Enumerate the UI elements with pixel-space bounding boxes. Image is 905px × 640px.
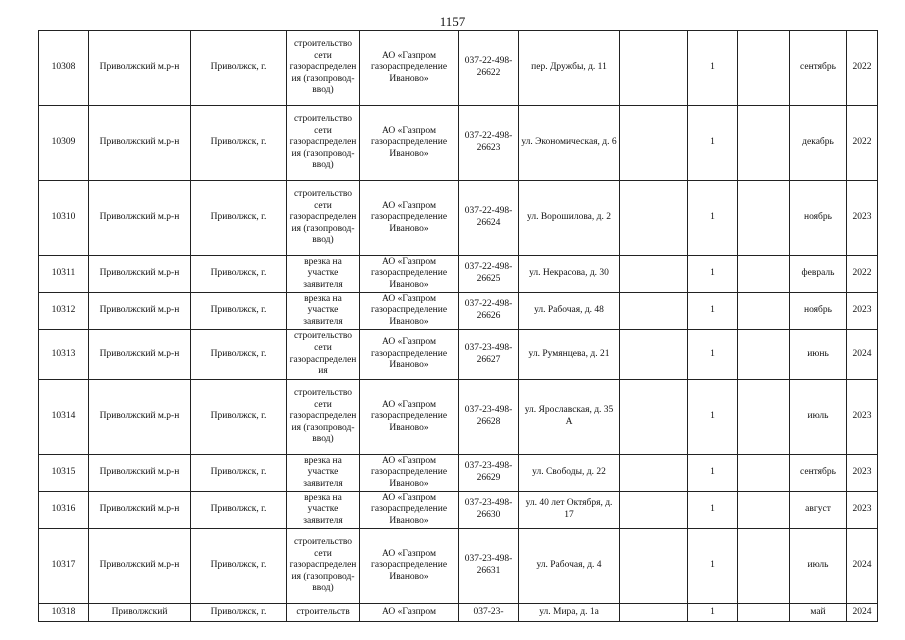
code-cell: 037-22-498-26624 <box>459 181 519 256</box>
address-cell: ул. 40 лет Октября, д. 17 <box>519 492 620 529</box>
count-cell: 1 <box>688 529 738 604</box>
locality-cell: Приволжск, г. <box>191 380 287 455</box>
empty-cell <box>738 455 790 492</box>
count-cell: 1 <box>688 31 738 106</box>
organization-cell: АО «Газпром газораспределение Иваново» <box>360 31 459 106</box>
year-cell: 2022 <box>847 31 878 106</box>
code-cell: 037-22-498-26623 <box>459 106 519 181</box>
district-cell: Приволжский м.р-н <box>89 330 191 380</box>
empty-cell <box>738 106 790 181</box>
table-row <box>39 330 878 380</box>
district-cell: Приволжский м.р-н <box>89 256 191 293</box>
table-row <box>39 106 878 181</box>
district-cell: Приволжский м.р-н <box>89 31 191 106</box>
address-cell: ул. Свободы, д. 22 <box>519 455 620 492</box>
row-id: 10311 <box>39 256 89 293</box>
month-cell: июнь <box>790 330 847 380</box>
count-cell: 1 <box>688 492 738 529</box>
count-cell: 1 <box>688 293 738 330</box>
month-cell: июль <box>790 380 847 455</box>
address-cell: ул. Некрасова, д. 30 <box>519 256 620 293</box>
empty-cell <box>738 604 790 622</box>
organization-cell: АО «Газпром газораспределение Иваново» <box>360 529 459 604</box>
row-id: 10316 <box>39 492 89 529</box>
empty-cell <box>620 256 688 293</box>
code-cell: 037-22-498-26625 <box>459 256 519 293</box>
locality-cell: Приволжск, г. <box>191 330 287 380</box>
row-id: 10313 <box>39 330 89 380</box>
empty-cell <box>620 604 688 622</box>
row-id: 10312 <box>39 293 89 330</box>
organization-cell: АО «Газпром газораспределение Иваново» <box>360 106 459 181</box>
organization-cell: АО «Газпром газораспределение Иваново» <box>360 380 459 455</box>
row-id: 10314 <box>39 380 89 455</box>
month-cell: сентябрь <box>790 455 847 492</box>
count-cell: 1 <box>688 256 738 293</box>
code-cell: 037-23-498-26629 <box>459 455 519 492</box>
address-cell: ул. Румянцева, д. 21 <box>519 330 620 380</box>
year-cell: 2024 <box>847 529 878 604</box>
table-row <box>39 604 878 622</box>
year-cell: 2024 <box>847 330 878 380</box>
work-type-cell: строительство сети газораспределения (газопровод-ввод) <box>287 31 360 106</box>
month-cell: сентябрь <box>790 31 847 106</box>
code-cell: 037-23-498-26627 <box>459 330 519 380</box>
organization-cell: АО «Газпром <box>360 604 459 622</box>
empty-cell <box>620 293 688 330</box>
address-cell: ул. Рабочая, д. 48 <box>519 293 620 330</box>
month-cell: ноябрь <box>790 293 847 330</box>
count-cell: 1 <box>688 106 738 181</box>
month-cell: август <box>790 492 847 529</box>
work-type-cell: строительство сети газораспределения (газопровод-ввод) <box>287 181 360 256</box>
count-cell: 1 <box>688 330 738 380</box>
locality-cell: Приволжск, г. <box>191 293 287 330</box>
district-cell: Приволжский м.р-н <box>89 106 191 181</box>
empty-cell <box>738 293 790 330</box>
address-cell: ул. Рабочая, д. 4 <box>519 529 620 604</box>
table-row <box>39 293 878 330</box>
table-row <box>39 455 878 492</box>
code-cell: 037-23-498-26628 <box>459 380 519 455</box>
district-cell: Приволжский м.р-н <box>89 455 191 492</box>
empty-cell <box>738 529 790 604</box>
address-cell: ул. Ворошилова, д. 2 <box>519 181 620 256</box>
month-cell: ноябрь <box>790 181 847 256</box>
organization-cell: АО «Газпром газораспределение Иваново» <box>360 256 459 293</box>
organization-cell: АО «Газпром газораспределение Иваново» <box>360 455 459 492</box>
district-cell: Приволжский м.р-н <box>89 492 191 529</box>
empty-cell <box>620 455 688 492</box>
row-id: 10315 <box>39 455 89 492</box>
month-cell: май <box>790 604 847 622</box>
locality-cell: Приволжск, г. <box>191 604 287 622</box>
month-cell: июль <box>790 529 847 604</box>
table-row <box>39 492 878 529</box>
count-cell: 1 <box>688 604 738 622</box>
empty-cell <box>620 380 688 455</box>
organization-cell: АО «Газпром газораспределение Иваново» <box>360 181 459 256</box>
district-cell: Приволжский м.р-н <box>89 293 191 330</box>
empty-cell <box>738 492 790 529</box>
organization-cell: АО «Газпром газораспределение Иваново» <box>360 492 459 529</box>
table-row <box>39 256 878 293</box>
empty-cell <box>738 31 790 106</box>
address-cell: ул. Мира, д. 1а <box>519 604 620 622</box>
work-type-cell: строительство сети газораспределения (газопровод-ввод) <box>287 529 360 604</box>
year-cell: 2024 <box>847 604 878 622</box>
work-type-cell: строительство сети газораспределения <box>287 330 360 380</box>
locality-cell: Приволжск, г. <box>191 106 287 181</box>
empty-cell <box>620 106 688 181</box>
district-cell: Приволжский <box>89 604 191 622</box>
district-cell: Приволжский м.р-н <box>89 181 191 256</box>
locality-cell: Приволжск, г. <box>191 181 287 256</box>
count-cell: 1 <box>688 380 738 455</box>
code-cell: 037-23-498-26630 <box>459 492 519 529</box>
row-id: 10317 <box>39 529 89 604</box>
work-type-cell: врезка на участке заявителя <box>287 256 360 293</box>
empty-cell <box>620 31 688 106</box>
work-type-cell: строительств <box>287 604 360 622</box>
table-row <box>39 380 878 455</box>
empty-cell <box>620 181 688 256</box>
work-type-cell: врезка на участке заявителя <box>287 455 360 492</box>
locality-cell: Приволжск, г. <box>191 529 287 604</box>
year-cell: 2023 <box>847 455 878 492</box>
empty-cell <box>620 529 688 604</box>
district-cell: Приволжский м.р-н <box>89 529 191 604</box>
year-cell: 2023 <box>847 293 878 330</box>
row-id: 10318 <box>39 604 89 622</box>
work-type-cell: врезка на участке заявителя <box>287 293 360 330</box>
empty-cell <box>738 330 790 380</box>
empty-cell <box>738 256 790 293</box>
district-cell: Приволжский м.р-н <box>89 380 191 455</box>
work-type-cell: врезка на участке заявителя <box>287 492 360 529</box>
address-cell: ул. Экономическая, д. 6 <box>519 106 620 181</box>
empty-cell <box>620 330 688 380</box>
table-row <box>39 529 878 604</box>
row-id: 10309 <box>39 106 89 181</box>
count-cell: 1 <box>688 455 738 492</box>
locality-cell: Приволжск, г. <box>191 31 287 106</box>
count-cell: 1 <box>688 181 738 256</box>
address-cell: ул. Ярославская, д. 35 А <box>519 380 620 455</box>
locality-cell: Приволжск, г. <box>191 455 287 492</box>
year-cell: 2022 <box>847 106 878 181</box>
year-cell: 2023 <box>847 492 878 529</box>
locality-cell: Приволжск, г. <box>191 256 287 293</box>
organization-cell: АО «Газпром газораспределение Иваново» <box>360 330 459 380</box>
empty-cell <box>738 181 790 256</box>
address-cell: пер. Дружбы, д. 11 <box>519 31 620 106</box>
month-cell: февраль <box>790 256 847 293</box>
code-cell: 037-23-498-26631 <box>459 529 519 604</box>
empty-cell <box>620 492 688 529</box>
code-cell: 037-22-498-26626 <box>459 293 519 330</box>
page-number: 1157 <box>439 14 466 29</box>
work-type-cell: строительство сети газораспределения (газопровод-ввод) <box>287 106 360 181</box>
year-cell: 2023 <box>847 181 878 256</box>
empty-cell <box>738 380 790 455</box>
year-cell: 2023 <box>847 380 878 455</box>
year-cell: 2022 <box>847 256 878 293</box>
work-type-cell: строительство сети газораспределения (газопровод-ввод) <box>287 380 360 455</box>
gas-connection-table <box>38 30 878 622</box>
row-id: 10308 <box>39 31 89 106</box>
code-cell: 037-22-498-26622 <box>459 31 519 106</box>
locality-cell: Приволжск, г. <box>191 492 287 529</box>
table-row <box>39 181 878 256</box>
row-id: 10310 <box>39 181 89 256</box>
code-cell: 037-23- <box>459 604 519 622</box>
month-cell: декабрь <box>790 106 847 181</box>
table-row <box>39 31 878 106</box>
organization-cell: АО «Газпром газораспределение Иваново» <box>360 293 459 330</box>
